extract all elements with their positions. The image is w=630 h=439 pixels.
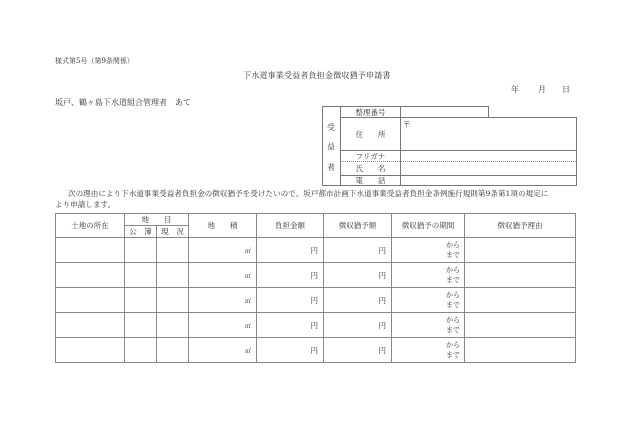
from-label: から [446, 316, 460, 324]
location-cell[interactable] [56, 338, 125, 363]
yen-unit: 円 [310, 245, 318, 255]
period-cell[interactable] [392, 263, 465, 288]
phone-field[interactable] [401, 176, 576, 185]
area-unit: ㎡ [244, 297, 251, 305]
charge-cell[interactable] [257, 288, 324, 313]
registry-cell[interactable] [125, 288, 157, 313]
name-label: 氏 名 [355, 164, 386, 173]
header-deferral-reason: 徴収猶予理由 [465, 214, 576, 238]
period-cell[interactable] [392, 288, 465, 313]
furigana-field[interactable] [401, 151, 576, 161]
period-cell[interactable] [392, 338, 465, 363]
furigana-label: フリガナ [355, 151, 386, 161]
yen-unit: 円 [310, 345, 318, 355]
header-area: 地 積 [189, 214, 257, 238]
header-deferral-period: 徴収猶予の期間 [392, 214, 465, 238]
table-row [56, 288, 576, 313]
from-label: から [446, 291, 460, 299]
yen-unit: 円 [378, 345, 386, 355]
to-label: まで [446, 301, 460, 309]
area-cell[interactable] [189, 263, 257, 288]
area-unit: ㎡ [244, 322, 251, 330]
address-field[interactable]: 〒 [403, 120, 411, 129]
deferral-table [55, 213, 576, 363]
charge-cell[interactable] [257, 313, 324, 338]
addressee: 坂戸、鶴ヶ島下水道組合管理者 あて [55, 98, 191, 107]
date-day-label: 日 [562, 85, 570, 94]
header-charge-amount: 負担金額 [257, 214, 324, 238]
current-cell[interactable] [157, 338, 189, 363]
table-row [56, 313, 576, 338]
reason-cell[interactable] [465, 338, 576, 363]
area-unit: ㎡ [244, 347, 251, 355]
to-label: まで [446, 276, 460, 284]
form-number: 様式第5号（第9条関係） [55, 57, 134, 65]
to-label: まで [446, 326, 460, 334]
charge-cell[interactable] [257, 238, 324, 263]
deferral-amount-cell[interactable] [324, 238, 392, 263]
table-row [56, 338, 576, 363]
area-cell[interactable] [189, 238, 257, 263]
location-cell[interactable] [56, 313, 125, 338]
applicant-label-char-2: 益 [327, 142, 335, 151]
yen-unit: 円 [378, 320, 386, 330]
registry-cell[interactable] [125, 338, 157, 363]
deferral-amount-cell[interactable] [324, 263, 392, 288]
reason-cell[interactable] [465, 288, 576, 313]
yen-unit: 円 [310, 270, 318, 280]
to-label: まで [446, 351, 460, 359]
charge-cell[interactable] [257, 263, 324, 288]
table-row [56, 238, 576, 263]
yen-unit: 円 [378, 270, 386, 280]
date-month-label: 月 [538, 85, 546, 94]
ref-number-label: 整理番号 [355, 107, 386, 117]
area-cell[interactable] [189, 338, 257, 363]
location-cell[interactable] [56, 263, 125, 288]
ref-number-field[interactable] [401, 107, 488, 117]
reason-cell[interactable] [465, 313, 576, 338]
location-cell[interactable] [56, 288, 125, 313]
deferral-amount-cell[interactable] [324, 313, 392, 338]
applicant-label-char-1: 受 [327, 123, 335, 132]
location-cell[interactable] [56, 238, 125, 263]
header-deferral-amount: 徴収猶予額 [324, 214, 392, 238]
registry-cell[interactable] [125, 263, 157, 288]
area-unit: ㎡ [244, 247, 251, 255]
document-title: 下水道事業受益者負担金徴収猶予申請書 [243, 71, 391, 80]
period-cell[interactable] [392, 313, 465, 338]
to-label: まで [446, 251, 460, 259]
yen-unit: 円 [310, 320, 318, 330]
header-location: 土地の所在 [56, 214, 125, 238]
current-cell[interactable] [157, 313, 189, 338]
intro-text-line-2: より申請します。 [55, 200, 116, 209]
header-current: 現 況 [157, 226, 189, 238]
from-label: から [446, 241, 460, 249]
from-label: から [446, 266, 460, 274]
registry-cell[interactable] [125, 238, 157, 263]
period-cell[interactable] [392, 238, 465, 263]
phone-label: 電 話 [355, 176, 386, 185]
date-year-label: 年 [511, 85, 519, 94]
name-field[interactable] [401, 162, 576, 175]
area-cell[interactable] [189, 288, 257, 313]
header-registry: 公 簿 [125, 226, 157, 238]
charge-cell[interactable] [257, 338, 324, 363]
current-cell[interactable] [157, 263, 189, 288]
intro-text-line-1: 次の理由により下水道事業受益者負担金の徴収猶予を受けたいので、坂戸都市計画下水道事業受益者負担金条例施行規則第9条第1項の規定に [68, 189, 549, 198]
applicant-label-char-3: 者 [327, 163, 335, 172]
yen-unit: 円 [378, 295, 386, 305]
reason-cell[interactable] [465, 238, 576, 263]
yen-unit: 円 [378, 245, 386, 255]
area-unit: ㎡ [244, 272, 251, 280]
current-cell[interactable] [157, 238, 189, 263]
table-row [56, 263, 576, 288]
reason-cell[interactable] [465, 263, 576, 288]
from-label: から [446, 341, 460, 349]
yen-unit: 円 [310, 295, 318, 305]
address-label: 住 所 [355, 129, 386, 139]
deferral-amount-cell[interactable] [324, 288, 392, 313]
area-cell[interactable] [189, 313, 257, 338]
header-land-category: 地 目 [125, 214, 189, 226]
current-cell[interactable] [157, 288, 189, 313]
registry-cell[interactable] [125, 313, 157, 338]
deferral-amount-cell[interactable] [324, 338, 392, 363]
